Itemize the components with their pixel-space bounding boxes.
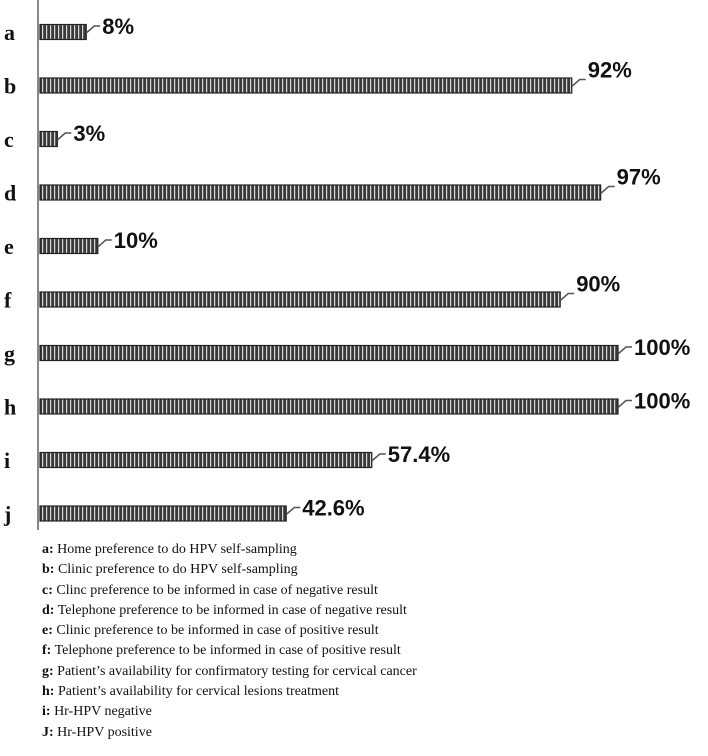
category-label-j: j (4, 501, 12, 527)
legend-text: Hr-HPV negative (50, 704, 152, 720)
category-label-d: d (4, 180, 17, 206)
value-label-a: 8% (102, 14, 135, 39)
legend-key: J: (42, 724, 54, 740)
leader-line-b (572, 80, 586, 87)
value-label-j: 42.6% (302, 495, 365, 521)
legend-item (42, 540, 417, 560)
bar-b (40, 78, 572, 93)
bar-c (40, 132, 57, 147)
leader-line-h (618, 401, 632, 408)
legend-key: d: (42, 602, 55, 618)
legend-key: f: (42, 643, 52, 659)
legend-item (42, 641, 417, 661)
legend-text: Telephone preference to be informed in case of negative result (54, 602, 407, 618)
legend-item (42, 621, 417, 641)
legend-key: e: (42, 623, 53, 639)
legend-key: i: (42, 704, 51, 720)
legend-text: Clinic preference to do HPV self-sampling (54, 562, 298, 578)
legend-text: Telephone preference to be informed in case of positive result (51, 643, 401, 659)
value-label-c: 3% (73, 121, 106, 146)
category-label-i: i (4, 448, 11, 473)
value-label-b: 92% (587, 57, 632, 83)
category-label-h: h (4, 394, 17, 420)
category-label-b: b (4, 73, 17, 99)
bar-h (40, 399, 618, 414)
legend-key: b: (42, 562, 55, 578)
legend-key: a: (42, 542, 54, 557)
bar-f (40, 292, 560, 307)
leader-line-c (57, 133, 71, 140)
legend-text: Patient’s availability for confirmatory testing for cervical cancer (53, 663, 417, 679)
legend-item (42, 682, 417, 702)
legend-item (42, 581, 417, 601)
leader-line-g (618, 347, 632, 354)
legend-text: Clinic preference to be informed in case of positive result (52, 623, 379, 639)
legend-text: Clinc preference to be informed in case of negative result (52, 582, 378, 598)
value-label-d: 97% (616, 164, 661, 190)
leader-line-a (86, 26, 100, 33)
bar-j (40, 506, 286, 521)
legend-text: Home preference to do HPV self-sampling (53, 542, 297, 557)
bar-a (40, 25, 86, 40)
category-label-g: g (4, 341, 15, 366)
bar-i (40, 453, 372, 468)
legend-item (42, 723, 417, 743)
legend-item (42, 662, 417, 682)
category-label-f: f (4, 287, 12, 313)
legend-text: Hr-HPV positive (53, 724, 152, 740)
legend (42, 540, 417, 743)
value-label-f: 90% (576, 271, 621, 297)
category-label-a: a (4, 20, 15, 45)
legend-item (42, 601, 417, 621)
value-label-i: 57.4% (387, 442, 451, 467)
leader-line-d (601, 187, 615, 194)
value-label-h: 100% (634, 388, 691, 414)
legend-key: h: (42, 684, 55, 700)
leader-line-j (286, 508, 300, 515)
legend-key: g: (42, 663, 54, 679)
bar-d (40, 185, 601, 200)
legend-item (42, 702, 417, 722)
category-label-c: c (4, 127, 14, 152)
bar-e (40, 239, 98, 254)
legend-item (42, 560, 417, 580)
legend-text: Patient’s availability for cervical lesions treatment (54, 684, 340, 700)
category-label-e: e (4, 234, 14, 259)
bar-g (40, 346, 618, 361)
leader-line-i (372, 454, 386, 461)
leader-line-e (98, 240, 112, 247)
leader-line-f (560, 294, 574, 301)
legend-key: c: (42, 582, 53, 598)
value-label-e: 10% (113, 228, 158, 253)
value-label-g: 100% (634, 335, 691, 360)
